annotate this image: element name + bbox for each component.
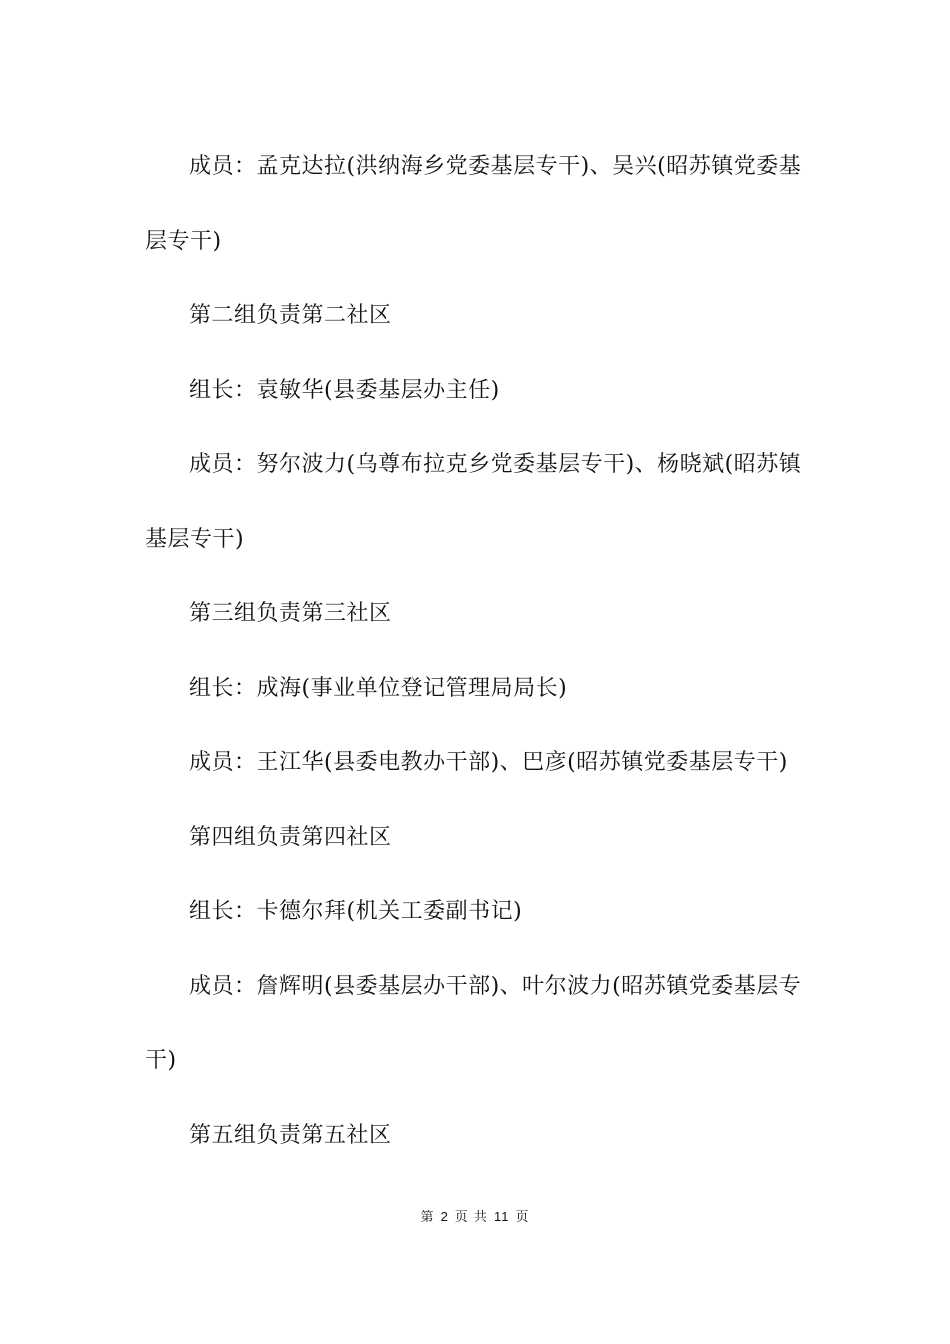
page-footer: [0, 1206, 950, 1225]
paragraph: 第二组负责第二社区: [189, 303, 392, 328]
paragraph: 组长：袁敏华(县委基层办主任): [189, 377, 500, 403]
paragraph: 第四组负责第四社区: [189, 824, 392, 850]
total-pages-number: 11: [493, 1209, 510, 1224]
current-page-number: 2: [440, 1209, 449, 1224]
footer-prefix: 第: [420, 1210, 435, 1225]
paragraph: 成员：詹辉明(县委基层办干部)、叶尔波力(昭苏镇党委基层专干): [145, 973, 802, 1073]
paragraph: 第三组负责第三社区: [189, 601, 392, 626]
paragraph: 第五组负责第五社区: [189, 1122, 392, 1148]
paragraph: 成员：孟克达拉(洪纳海乡党委基层专干)、吴兴(昭苏镇党委基层专干): [145, 154, 802, 254]
paragraph: 成员：王江华(县委电教办干部)、巴彦(昭苏镇党委基层专干): [189, 750, 788, 775]
document-body: [145, 130, 811, 1173]
paragraph: 组长：卡德尔拜(机关工委副书记): [189, 899, 523, 924]
footer-middle: 页 共: [454, 1210, 488, 1225]
paragraph: 成员：努尔波力(乌尊布拉克乡党委基层专干)、杨晓斌(昭苏镇基层专干): [145, 452, 802, 552]
footer-suffix: 页: [515, 1210, 530, 1225]
paragraph: 组长：成海(事业单位登记管理局局长): [189, 675, 568, 701]
